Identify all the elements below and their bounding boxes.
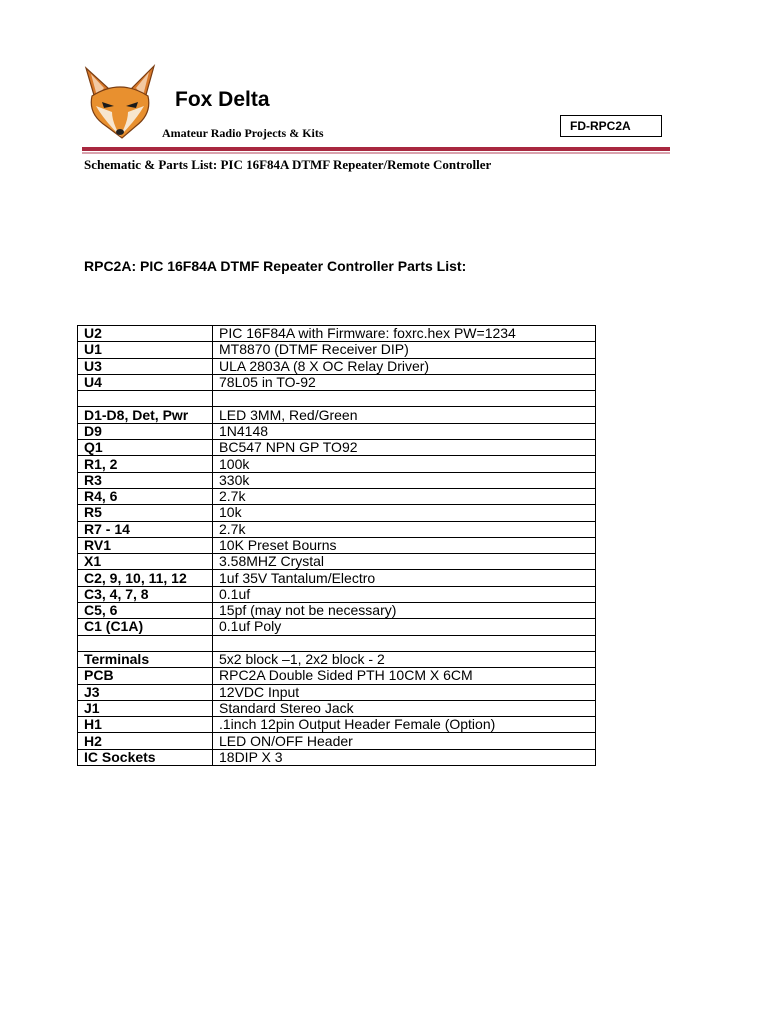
part-reference: RV1	[78, 537, 213, 553]
part-reference: U2	[78, 326, 213, 342]
part-reference: H1	[78, 717, 213, 733]
part-reference: U3	[78, 358, 213, 374]
fox-head-logo-icon	[82, 62, 158, 140]
part-description: RPC2A Double Sided PTH 10CM X 6CM	[213, 668, 596, 684]
part-reference: C1 (C1A)	[78, 619, 213, 635]
part-reference: IC Sockets	[78, 749, 213, 765]
table-row	[78, 505, 596, 521]
part-description: 18DIP X 3	[213, 749, 596, 765]
table-row	[78, 472, 596, 488]
table-row	[78, 570, 596, 586]
part-description: 12VDC Input	[213, 684, 596, 700]
table-row	[78, 603, 596, 619]
part-description: 78L05 in TO-92	[213, 374, 596, 390]
part-description: MT8870 (DTMF Receiver DIP)	[213, 342, 596, 358]
part-reference: H2	[78, 733, 213, 749]
part-reference: D9	[78, 423, 213, 439]
part-reference: J1	[78, 700, 213, 716]
part-description: BC547 NPN GP TO92	[213, 440, 596, 456]
table-row	[78, 684, 596, 700]
part-description: 5x2 block –1, 2x2 block - 2	[213, 651, 596, 667]
table-row	[78, 358, 596, 374]
part-description: ULA 2803A (8 X OC Relay Driver)	[213, 358, 596, 374]
table-row	[78, 440, 596, 456]
table-row	[78, 456, 596, 472]
table-row	[78, 586, 596, 602]
header-divider	[82, 147, 670, 151]
part-reference: R3	[78, 472, 213, 488]
part-reference: D1-D8, Det, Pwr	[78, 407, 213, 423]
part-reference	[78, 391, 213, 407]
part-reference: R4, 6	[78, 488, 213, 504]
table-row	[78, 733, 596, 749]
table-row	[78, 342, 596, 358]
company-tagline: Amateur Radio Projects & Kits	[162, 126, 324, 140]
part-reference: PCB	[78, 668, 213, 684]
part-description	[213, 635, 596, 651]
part-reference: X1	[78, 554, 213, 570]
part-reference: U1	[78, 342, 213, 358]
part-description: LED 3MM, Red/Green	[213, 407, 596, 423]
part-reference	[78, 635, 213, 651]
part-description: PIC 16F84A with Firmware: foxrc.hex PW=1234	[213, 326, 596, 342]
table-row	[78, 423, 596, 439]
part-description: .1inch 12pin Output Header Female (Option)	[213, 717, 596, 733]
part-description: 15pf (may not be necessary)	[213, 603, 596, 619]
part-description	[213, 391, 596, 407]
document-title: Schematic & Parts List: PIC 16F84A DTMF Repeater/Remote Controller	[84, 157, 492, 172]
table-row	[78, 374, 596, 390]
part-description: 3.58MHZ Crystal	[213, 554, 596, 570]
part-reference: U4	[78, 374, 213, 390]
part-description: 2.7k	[213, 521, 596, 537]
table-row	[78, 635, 596, 651]
table-row	[78, 619, 596, 635]
part-description: 330k	[213, 472, 596, 488]
company-name: Fox Delta	[175, 88, 270, 111]
part-reference: C2, 9, 10, 11, 12	[78, 570, 213, 586]
part-description: 0.1uf	[213, 586, 596, 602]
table-row	[78, 651, 596, 667]
part-description: 10K Preset Bourns	[213, 537, 596, 553]
table-row	[78, 537, 596, 553]
part-reference: Q1	[78, 440, 213, 456]
table-row	[78, 668, 596, 684]
header-divider-shadow	[82, 152, 670, 154]
part-description: 10k	[213, 505, 596, 521]
part-reference: C5, 6	[78, 603, 213, 619]
parts-table	[77, 325, 596, 766]
table-row	[78, 488, 596, 504]
table-row	[78, 326, 596, 342]
table-row	[78, 407, 596, 423]
parts-table-body	[78, 326, 596, 766]
part-reference: R5	[78, 505, 213, 521]
part-description: 1uf 35V Tantalum/Electro	[213, 570, 596, 586]
part-description: LED ON/OFF Header	[213, 733, 596, 749]
part-description: 1N4148	[213, 423, 596, 439]
part-reference: R7 - 14	[78, 521, 213, 537]
document-code-box: FD-RPC2A	[560, 115, 662, 137]
parts-list-heading: RPC2A: PIC 16F84A DTMF Repeater Controller Parts List:	[84, 258, 467, 274]
table-row	[78, 717, 596, 733]
table-row	[78, 521, 596, 537]
table-row	[78, 554, 596, 570]
part-description: 100k	[213, 456, 596, 472]
part-reference: J3	[78, 684, 213, 700]
table-row	[78, 700, 596, 716]
part-description: 0.1uf Poly	[213, 619, 596, 635]
part-reference: R1, 2	[78, 456, 213, 472]
table-row	[78, 391, 596, 407]
part-description: 2.7k	[213, 488, 596, 504]
table-row	[78, 749, 596, 765]
part-reference: Terminals	[78, 651, 213, 667]
part-description: Standard Stereo Jack	[213, 700, 596, 716]
part-reference: C3, 4, 7, 8	[78, 586, 213, 602]
